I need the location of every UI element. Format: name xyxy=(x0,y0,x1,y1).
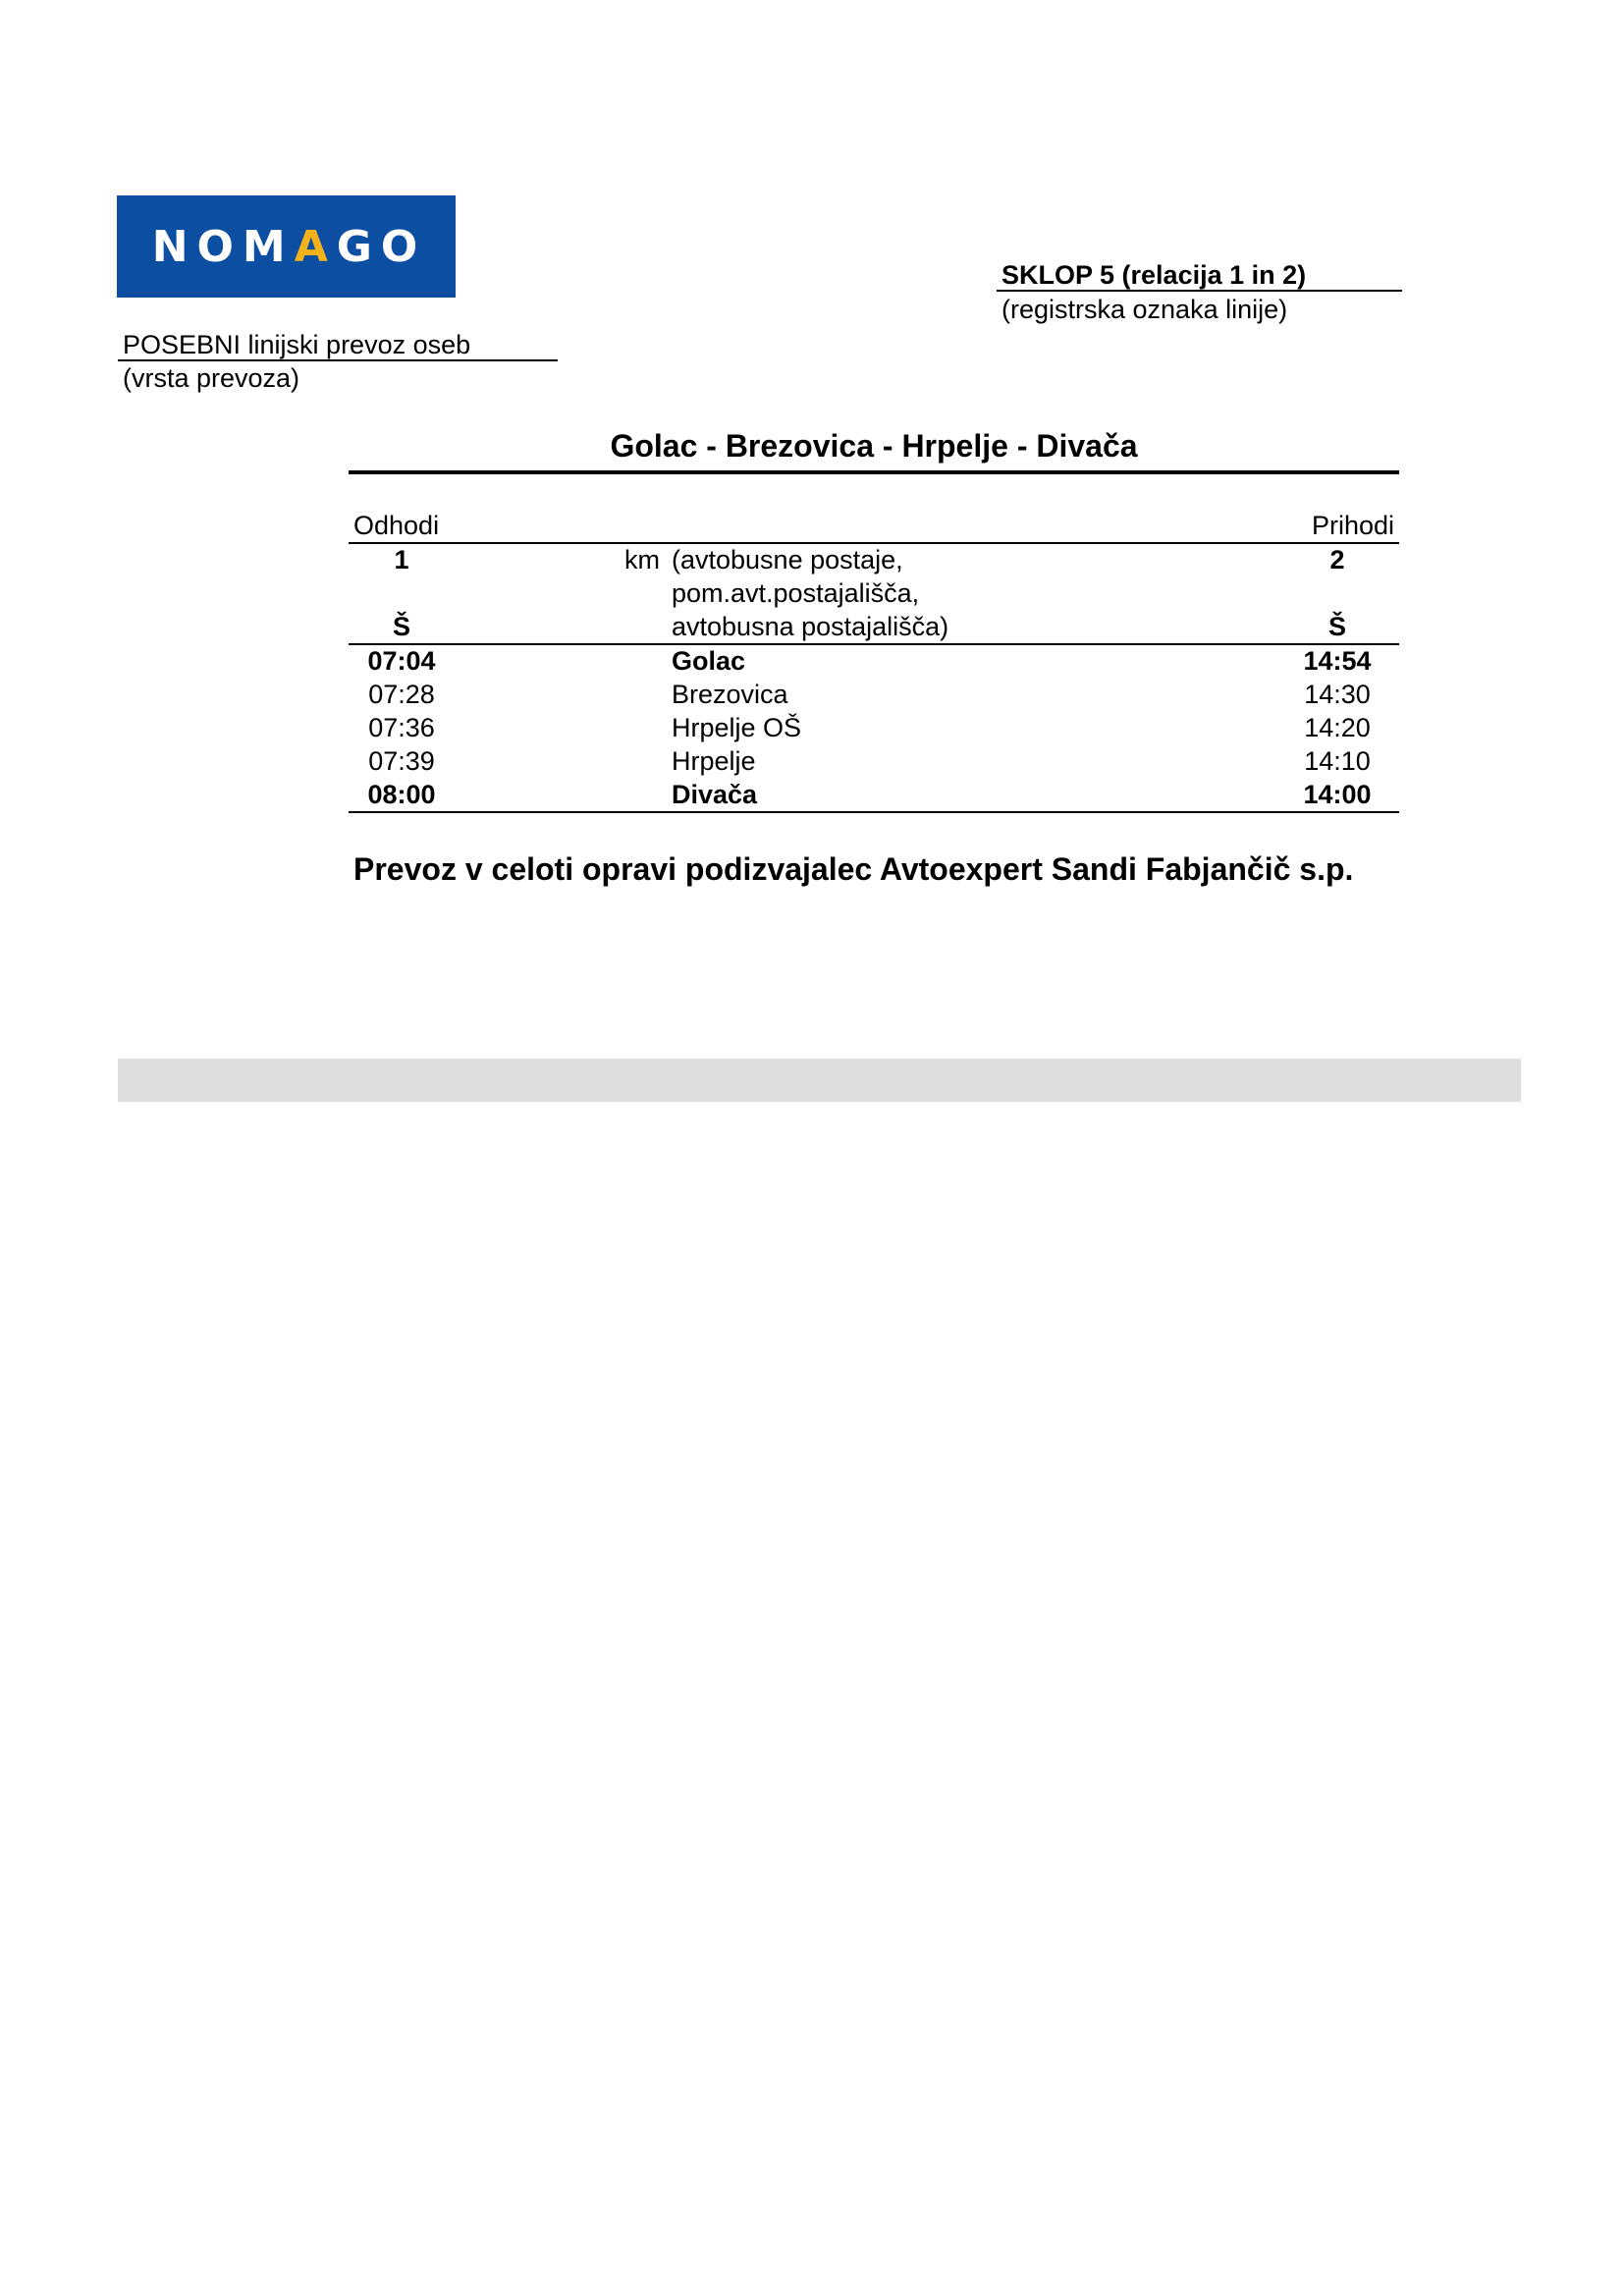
row-arrival: 14:30 xyxy=(1304,680,1371,709)
stops-caption-3: avtobusna postajališča) xyxy=(672,612,949,641)
departure-regime: Š xyxy=(392,612,410,641)
transport-type-caption: (vrsta prevoza) xyxy=(123,363,300,393)
row-departure: 08:00 xyxy=(367,780,436,809)
line-code-value: SKLOP 5 (relacija 1 in 2) xyxy=(997,260,1402,292)
route-title: Golac - Brezovica - Hrpelje - Divača xyxy=(610,428,1138,464)
departure-trip-number: 1 xyxy=(394,545,409,574)
row-stop: Hrpelje xyxy=(672,746,756,776)
row-arrival: 14:00 xyxy=(1303,780,1372,809)
row-departure: 07:39 xyxy=(368,746,435,776)
title-rule xyxy=(349,470,1399,474)
km-label: km xyxy=(624,545,660,574)
row-arrival: 14:20 xyxy=(1304,713,1371,742)
nomago-logo xyxy=(117,195,456,298)
line-code-caption: (registrska oznaka linije) xyxy=(1001,295,1288,324)
grey-footer-bar xyxy=(118,1059,1521,1102)
row-stop: Golac xyxy=(672,646,746,676)
subheader-rule xyxy=(349,643,1399,645)
row-stop: Brezovica xyxy=(672,680,788,709)
row-stop: Divača xyxy=(672,780,758,809)
arrivals-header: Prihodi xyxy=(1312,511,1395,540)
row-departure: 07:04 xyxy=(367,646,436,676)
stops-caption-1: (avtobusne postaje, xyxy=(672,545,903,574)
arrival-trip-number: 2 xyxy=(1329,545,1345,574)
logo-wordmark: NOMAGO xyxy=(151,221,427,272)
subcontractor-note: Prevoz v celoti opravi podizvajalec Avtoexpert Sandi Fabjančič s.p. xyxy=(353,851,1354,887)
row-departure: 07:28 xyxy=(368,680,435,709)
arrival-regime: Š xyxy=(1327,612,1346,641)
stops-caption-2: pom.avt.postajališča, xyxy=(672,578,920,608)
table-bottom-rule xyxy=(349,811,1399,813)
row-departure: 07:36 xyxy=(368,713,435,742)
row-arrival: 14:10 xyxy=(1304,746,1371,776)
row-arrival: 14:54 xyxy=(1303,646,1372,676)
departures-header: Odhodi xyxy=(353,511,440,540)
transport-type-value: POSEBNI linijski prevoz oseb xyxy=(118,330,558,361)
row-stop: Hrpelje OŠ xyxy=(672,713,802,742)
